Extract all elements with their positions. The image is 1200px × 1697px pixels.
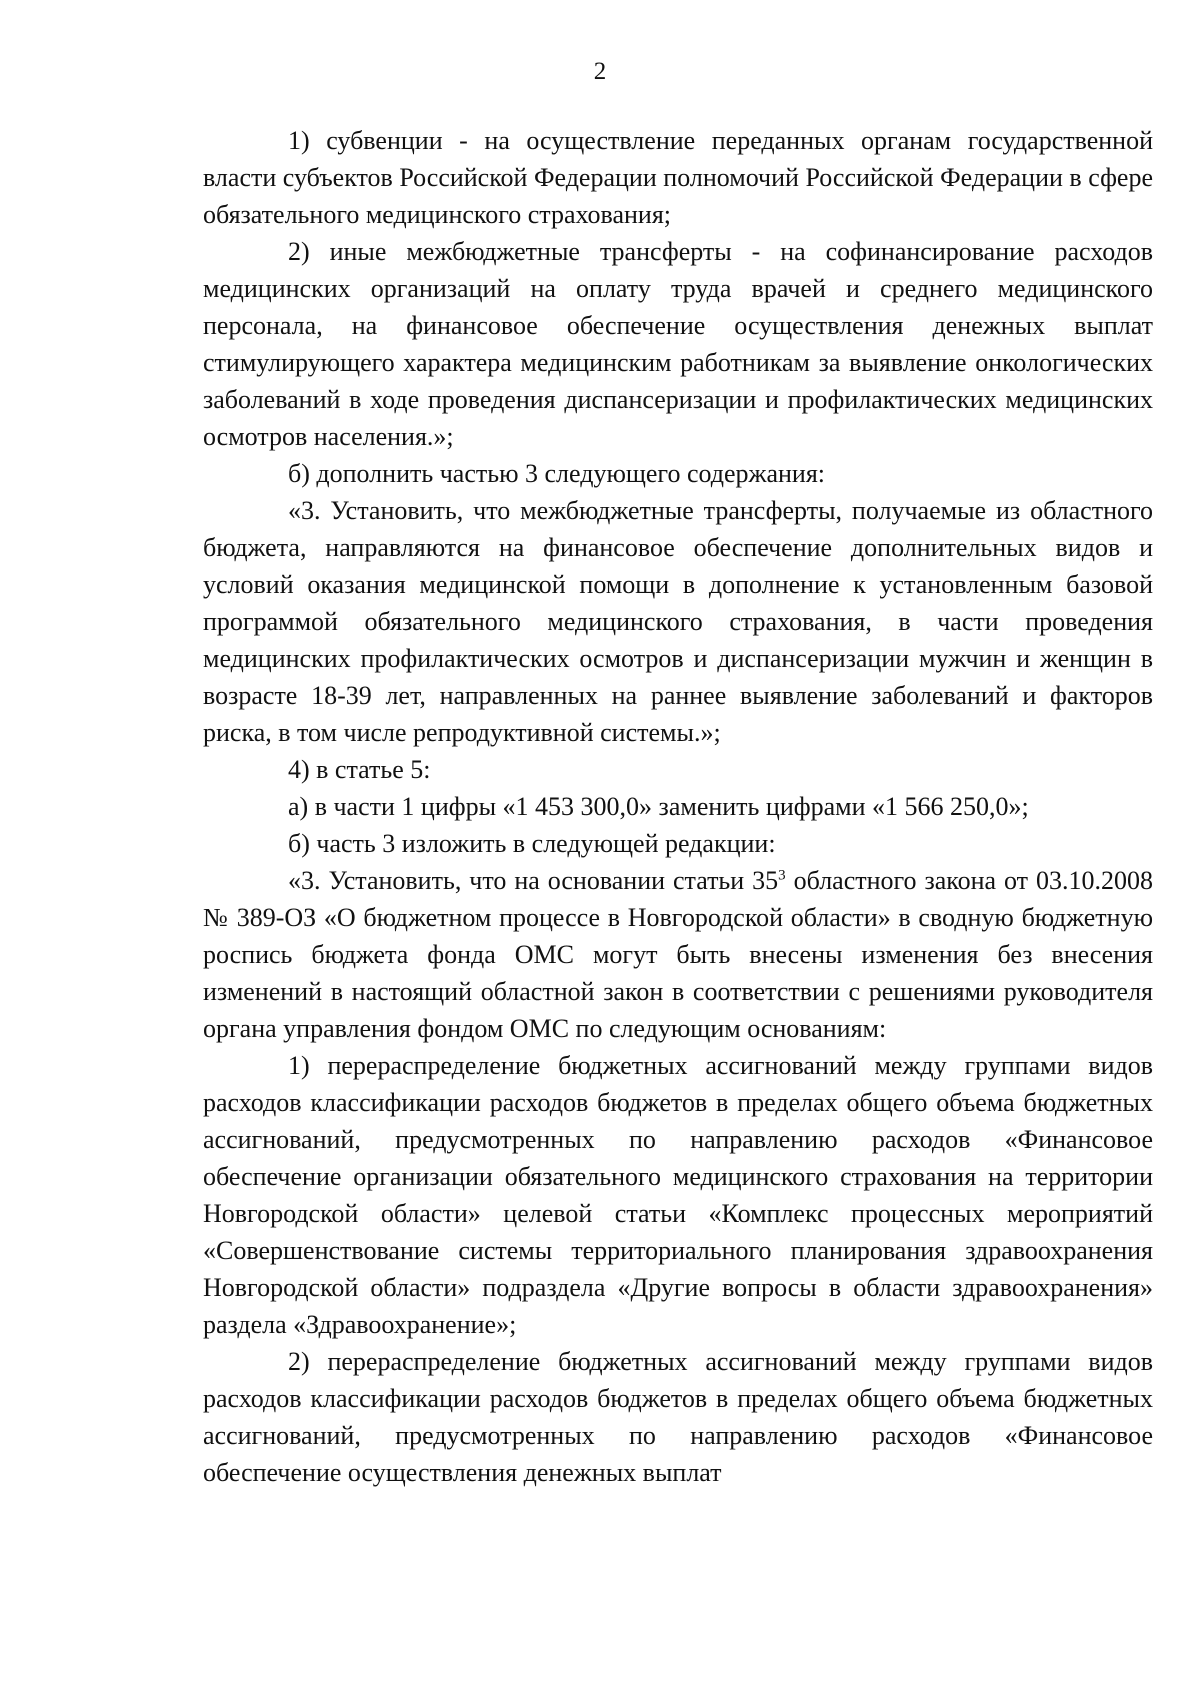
article-superscript: 3 (778, 867, 786, 884)
paragraph-other-transfers: 2) иные межбюджетные трансферты - на софинансирование расходов медицинских организаций на оплату труда врачей и среднего медицинского персонала, на финансовое обеспечение осуществления денежных выплат стимулирующего характера медицинским работникам за выявление онкологических заболеваний в ходе проведения диспансеризации и профилактических медицинских осмотров населения.»; (203, 237, 1153, 451)
article-text-before: «3. Установить, что на основании статьи 35 (288, 866, 779, 895)
paragraph-transfers-purpose: «3. Установить, что межбюджетные трансферты, получаемые из областного бюджета, направляются на финансовое обеспечение дополнительных видов и условий оказания медицинской помощи в дополнение к установленным базовой программой обязательного медицинского страхования, в части проведения медицинских профилактических осмотров и диспансеризации мужчин и женщин в возрасте 18-39 лет, направленных на раннее выявление заболеваний и факторов риска, в том числе репродуктивной системы.»; (203, 496, 1153, 747)
paragraph-part-1-figures: а) в части 1 цифры «1 453 300,0» заменить цифрами «1 566 250,0»; (288, 792, 1029, 821)
document-body (203, 122, 1153, 1491)
paragraph-article-35-basis (203, 862, 1153, 1047)
article-text-after: областного закона от 03.10.2008 № 389-ОЗ «О бюджетном процессе в Новгородской области» в сводную бюджетную роспись бюджета фонда ОМС могут быть внесены изменения без внесения изменений в настоящий областной закон в соответствии с решениями руководителя органа управления фондом ОМС по следующим основаниям: (203, 866, 1153, 1043)
paragraph-subventions: 1) субвенции - на осуществление переданных органам государственной власти субъектов Российской Федерации полномочий Российской Федерации в сфере обязательного медицинского страхования; (203, 126, 1153, 229)
paragraph-ground-2: 2) перераспределение бюджетных ассигнований между группами видов расходов классификации расходов бюджетов в пределах общего объема бюджетных ассигнований, предусмотренных по направлению расходов «Финансовое обеспечение осуществления денежных выплат (203, 1347, 1153, 1487)
paragraph-part-3-revision: б) часть 3 изложить в следующей редакции: (288, 829, 776, 858)
paragraph-article-5: 4) в статье 5: (288, 755, 431, 784)
paragraph-ground-1: 1) перераспределение бюджетных ассигнований между группами видов расходов классификации расходов бюджетов в пределах общего объема бюджетных ассигнований, предусмотренных по направлению расходов «Финансовое обеспечение организации обязательного медицинского страхования на территории Новгородской области» целевой статьи «Комплекс процессных мероприятий «Совершенствование системы территориального планирования здравоохранения Новгородской области» подраздела «Другие вопросы в области здравоохранения» раздела «Здравоохранение»; (203, 1051, 1153, 1339)
paragraph-add-part-3: б) дополнить частью 3 следующего содержания: (288, 459, 826, 488)
page-number: 2 (593, 58, 607, 85)
